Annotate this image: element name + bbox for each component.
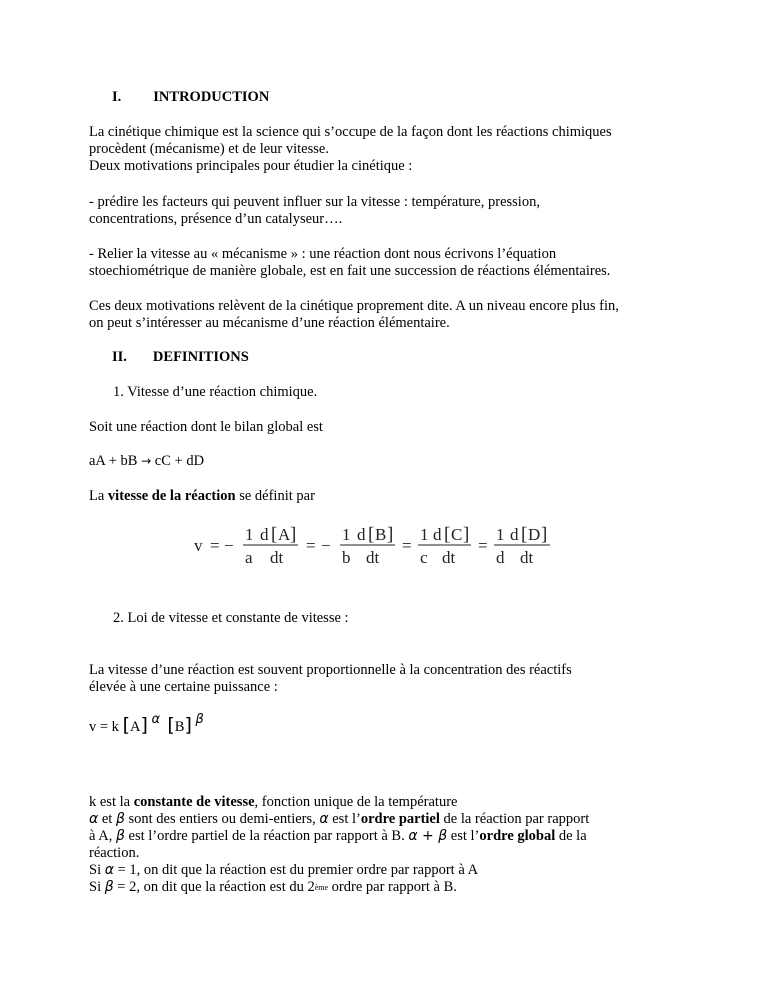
greek-alpha: α xyxy=(89,811,99,827)
text: La xyxy=(89,488,108,504)
section-number: II. xyxy=(112,349,127,365)
intro-line: Deux motivations principales pour étudier la cinétique : xyxy=(89,158,413,174)
formula-dt: dt xyxy=(442,548,456,567)
paragraph-line: La vitesse d’une réaction est souvent proportionnelle à la concentration des réactifs xyxy=(89,662,572,678)
formula-one: 1 xyxy=(420,525,429,544)
formula-d: d xyxy=(510,525,519,544)
bracket: ] xyxy=(463,524,470,545)
intro-line: procèdent (mécanisme) et de leur vitesse. xyxy=(89,141,329,157)
formula-coef: d xyxy=(496,548,505,567)
greek-beta: β xyxy=(115,811,125,827)
section-title: INTRODUCTION xyxy=(153,89,270,105)
bracket: ] xyxy=(387,524,394,545)
text: se définit par xyxy=(235,488,315,504)
exponent-beta: β xyxy=(195,712,204,727)
intro-line: La cinétique chimique est la science qui s’occupe de la façon dont les réactions chimiques xyxy=(89,124,612,140)
bracket: [ xyxy=(167,714,175,736)
formula-equals: = xyxy=(210,536,220,555)
bold-term: ordre global xyxy=(479,828,556,844)
explanation-line xyxy=(89,862,689,879)
text: et xyxy=(98,811,116,827)
greek-beta: β xyxy=(104,879,114,895)
bracket: ] xyxy=(140,714,148,736)
intro-line: - prédire les facteurs qui peuvent influer sur la vitesse : température, pression, xyxy=(89,194,540,210)
explanation-line xyxy=(89,879,689,896)
greek-beta: β xyxy=(115,828,125,844)
text: à A, xyxy=(89,828,116,844)
explanation-line xyxy=(89,794,689,811)
paragraph-line: élevée à une certaine puissance : xyxy=(89,679,278,695)
bold-term: vitesse de la réaction xyxy=(107,488,236,504)
formula-dt: dt xyxy=(270,548,284,567)
bracket: [ xyxy=(271,524,278,545)
formula-d: d xyxy=(260,525,269,544)
text: sont des entiers ou demi-entiers, xyxy=(124,811,320,827)
formula-equals: = xyxy=(478,536,488,555)
rate-definition xyxy=(89,488,689,505)
formula-dt: dt xyxy=(520,548,534,567)
exponent-alpha: α xyxy=(151,712,161,727)
superscript: ème xyxy=(314,883,329,892)
bracket: [ xyxy=(368,524,375,545)
formula-minus: − xyxy=(224,536,234,555)
rate-law xyxy=(89,712,204,736)
bracket: [ xyxy=(521,524,528,545)
species-a: A xyxy=(129,719,141,735)
intro-line: - Relier la vitesse au « mécanisme » : une réaction dont nous écrivons l’équation xyxy=(89,246,557,262)
text: k est la xyxy=(89,794,134,810)
bracket: ] xyxy=(290,524,297,545)
equation-products: cC + dD xyxy=(151,453,205,469)
bracket: ] xyxy=(541,524,548,545)
text: est l’ xyxy=(447,828,480,844)
section-title: DEFINITIONS xyxy=(152,349,249,365)
text: = 1, on dit que la réaction est du premier ordre par rapport à A xyxy=(113,862,479,878)
intro-line: Ces deux motivations relèvent de la cinétique proprement dite. A un niveau encore plus fin, xyxy=(89,298,619,314)
text: est l’ xyxy=(328,811,361,827)
text: Si xyxy=(89,879,105,895)
intro-line: stoechiométrique de manière globale, est en fait une succession de réactions élémentaires. xyxy=(89,263,611,279)
text: de la réaction par rapport xyxy=(439,811,590,827)
formula-equals: = xyxy=(306,536,316,555)
reaction-equation xyxy=(89,453,689,470)
formula-equals: = xyxy=(402,536,412,555)
subsection-title: 1. Vitesse d’une réaction chimique. xyxy=(113,384,318,400)
formula-species: D xyxy=(528,525,541,544)
bracket: [ xyxy=(122,714,130,736)
formula-coef: c xyxy=(420,548,428,567)
formula-dt: dt xyxy=(366,548,380,567)
section-heading-introduction xyxy=(112,89,712,106)
formula-species: B xyxy=(375,525,387,544)
explanation-line: réaction. xyxy=(89,845,140,861)
explanation-line xyxy=(89,828,689,845)
text: est l’ordre partiel de la réaction par rapport à B. xyxy=(124,828,409,844)
bold-term: constante de vitesse xyxy=(133,794,255,810)
subsection-title: 2. Loi de vitesse et constante de vitesse : xyxy=(113,610,349,626)
formula-species: C xyxy=(451,525,463,544)
formula-one: 1 xyxy=(496,525,505,544)
rate-law-prefix: v = k xyxy=(89,719,123,735)
formula-v: v xyxy=(194,536,203,555)
species-b: B xyxy=(174,719,185,735)
text: de la xyxy=(555,828,587,844)
text: , fonction unique de la température xyxy=(254,794,458,810)
text: + xyxy=(417,828,439,844)
formula-minus: − xyxy=(321,536,331,555)
equation-reactants: aA + bB xyxy=(89,453,142,469)
text: Si xyxy=(89,862,105,878)
greek-alpha: α xyxy=(408,828,418,844)
formula-d: d xyxy=(357,525,366,544)
explanation-line xyxy=(89,811,689,828)
intro-line: concentrations, présence d’un catalyseur…. xyxy=(89,211,343,227)
rate-formula xyxy=(190,515,590,575)
bracket: [ xyxy=(444,524,451,545)
formula-one: 1 xyxy=(342,525,351,544)
intro-line: on peut s’intéresser au mécanisme d’une réaction élémentaire. xyxy=(89,315,450,331)
formula-coef: a xyxy=(245,548,253,567)
formula-species: A xyxy=(278,525,291,544)
greek-alpha: α xyxy=(319,811,329,827)
formula-d: d xyxy=(433,525,442,544)
formula-one: 1 xyxy=(245,525,254,544)
paragraph-line: Soit une réaction dont le bilan global est xyxy=(89,419,323,435)
bracket: ] xyxy=(184,714,192,736)
text: ordre par rapport à B. xyxy=(328,879,457,895)
text: = 2, on dit que la réaction est du 2 xyxy=(113,879,315,895)
section-number: I. xyxy=(112,89,122,105)
greek-beta: β xyxy=(438,828,448,844)
bold-term: ordre partiel xyxy=(360,811,440,827)
formula-coef: b xyxy=(342,548,351,567)
arrow-icon: → xyxy=(141,454,152,468)
section-heading-definitions xyxy=(112,349,712,366)
greek-alpha: α xyxy=(104,862,114,878)
